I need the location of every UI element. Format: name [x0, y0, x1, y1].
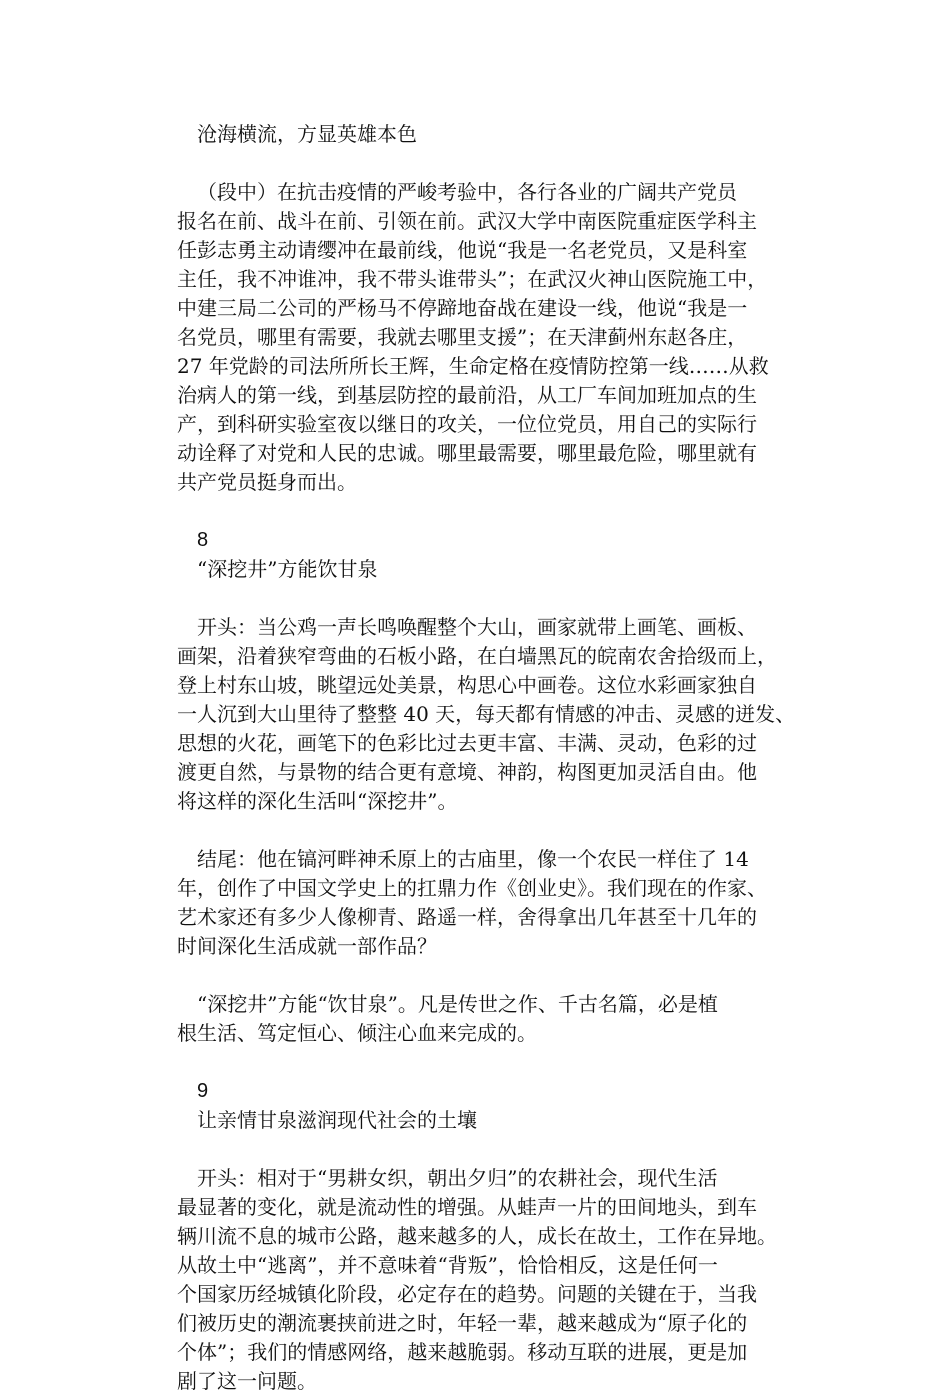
paragraph-line: 27 年党龄的司法所所长王辉，生命定格在疫情防控第一线……从救 [177, 354, 769, 378]
paragraph-line: 艺术家还有多少人像柳青、路遥一样，舍得拿出几年甚至十几年的 [177, 905, 757, 929]
paragraph-line: 们被历史的潮流裹挟前进之时，年轻一辈，越来越成为“原子化的 [177, 1311, 748, 1335]
paragraph-line: 根生活、笃定恒心、倾注心血来完成的。 [177, 1021, 537, 1045]
paragraph-line: 时间深化生活成就一部作品？ [177, 934, 437, 958]
spacer [177, 1048, 813, 1077]
section-number: 9 [197, 1080, 209, 1102]
document-body [177, 120, 813, 1396]
section-title: 沧海横流，方显英雄本色 [197, 122, 417, 146]
paragraph-line: 报名在前、战斗在前、引领在前。武汉大学中南医院重症医学科主 [177, 209, 757, 233]
paragraph-line: 年，创作了中国文学史上的扛鼎力作《创业史》。我们现在的作家、 [177, 876, 767, 900]
section-title: “深挖井”方能饮甘泉 [197, 557, 378, 581]
paragraph-line: 中建三局二公司的严杨马不停蹄地奋战在建设一线，他说“我是一 [177, 296, 748, 320]
paragraph-line: 治病人的第一线，到基层防控的最前沿，从工厂车间加班加点的生 [177, 383, 757, 407]
paragraph-line: （段中）在抗击疫情的严峻考验中，各行各业的广阔共产党员 [197, 180, 737, 204]
paragraph-line: 登上村东山坡，眺望远处美景，构思心中画卷。这位水彩画家独自 [177, 673, 757, 697]
paragraph-line: 最显著的变化，就是流动性的增强。从蛙声一片的田间地头，到车 [177, 1195, 757, 1219]
paragraph-opening [177, 613, 813, 816]
paragraph-line: 任彭志勇主动请缨冲在最前线，他说“我是一名老党员，又是科室 [177, 238, 748, 262]
section-number: 8 [197, 529, 209, 551]
section-title: 让亲情甘泉滋润现代社会的土壤 [197, 1108, 477, 1132]
paragraph-line: 产，到科研实验室夜以继日的攻关，一位位党员，用自己的实际行 [177, 412, 757, 436]
paragraph-line: 开头：当公鸡一声长鸣唤醒整个大山，画家就带上画笔、画板、 [197, 615, 757, 639]
paragraph-line: 渡更自然，与景物的结合更有意境、神韵，构图更加灵活自由。他 [177, 760, 757, 784]
spacer [177, 497, 813, 526]
paragraph-line: 剧了这一问题。 [177, 1369, 317, 1393]
spacer [177, 961, 813, 990]
paragraph-opening [177, 1164, 813, 1396]
paragraph-ending [177, 845, 813, 961]
paragraph-line: 开头：相对于“男耕女织，朝出夕归”的农耕社会，现代生活 [197, 1166, 718, 1190]
paragraph-line: 个体”；我们的情感网络，越来越脆弱。移动互联的进展，更是加 [177, 1340, 748, 1364]
paragraph-line: 动诠释了对党和人民的忠诚。哪里最需要，哪里最危险，哪里就有 [177, 441, 757, 465]
paragraph-line: 一人沉到大山里待了整整 40 天，每天都有情感的冲击、灵感的迸发、 [177, 702, 796, 726]
paragraph-line: “深挖井”方能“饮甘泉”。凡是传世之作、千古名篇，必是植 [197, 992, 718, 1016]
paragraph-line: 思想的火花，画笔下的色彩比过去更丰富、丰满、灵动，色彩的过 [177, 731, 757, 755]
paragraph-line: 个国家历经城镇化阶段，必定存在的趋势。问题的关键在于，当我 [177, 1282, 757, 1306]
paragraph-line: 画架，沿着狭窄弯曲的石板小路，在白墙黑瓦的皖南农舍拾级而上， [177, 644, 777, 668]
paragraph-middle [177, 178, 813, 497]
paragraph-line: 结尾：他在镐河畔神禾原上的古庙里，像一个农民一样住了 14 [197, 847, 749, 871]
paragraph-line: 辆川流不息的城市公路，越来越多的人，成长在故土，工作在异地。 [177, 1224, 777, 1248]
paragraph-closing [177, 990, 813, 1048]
paragraph-line: 从故土中“逃离”，并不意味着“背叛”，恰恰相反，这是任何一 [177, 1253, 718, 1277]
spacer [177, 584, 813, 613]
paragraph-line: 将这样的深化生活叫“深挖井”。 [177, 789, 458, 813]
paragraph-line: 主任，我不冲谁冲，我不带头谁带头”；在武汉火神山医院施工中， [177, 267, 768, 291]
paragraph-line: 名党员，哪里有需要，我就去哪里支援”；在天津蓟州东赵各庄， [177, 325, 748, 349]
spacer [177, 1135, 813, 1164]
spacer [177, 816, 813, 845]
spacer [177, 149, 813, 178]
paragraph-line: 共产党员挺身而出。 [177, 470, 357, 494]
